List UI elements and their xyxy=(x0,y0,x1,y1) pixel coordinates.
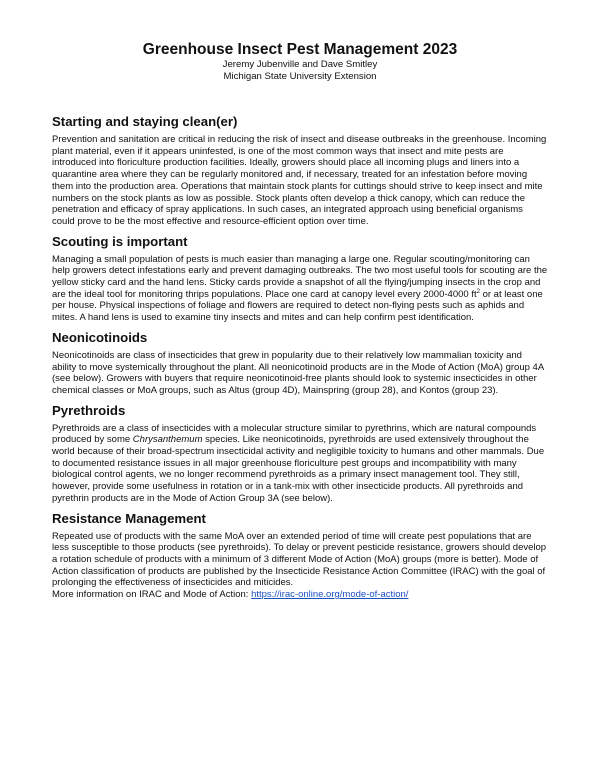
section-body: Prevention and sanitation are critical in reducing the risk of insect and disease outbreaks in the greenhouse. Incoming plant material, even if it appears uninfested, is one of the most common ways that insect and mite pests are introduced into floriculture production facilities. Ideally, growers should place all incoming plugs and liners into a quarantine area where they can be regularly monitored and, if necessary, treated for an infestation before moving them into the production area. Operations that maintain stock plants for cuttings should strive to keep insect and mite numbers on the stock plants as low as possible. Stock plants often develop a thick canopy, which can reduce the penetration and efficacy of spray applications. In such cases, an integrated approach using beneficial organisms could prove to be the most effective and resource-efficient option over time. xyxy=(52,134,547,227)
organization: Michigan State University Extension xyxy=(223,70,377,82)
species-name: Chrysanthemum xyxy=(132,434,203,446)
section-resistance xyxy=(52,511,548,601)
section-body: Repeated use of products with the same MoA over an extended period of time will create pest populations that are less susceptible to those products (see pyrethroids). To delay or prevent pesticide resistance, growers should develop a rotation schedule of products with a minimum of 3 different Mode of Action (MoA) groups (more is better). Mode of Action classification of products are published by the Insecticide Resistance Action Committee (IRAC) with the goal of prolonging the effectiveness of insecticides and miticides. xyxy=(52,530,547,589)
section-starting xyxy=(52,114,548,228)
section-heading: Pyrethroids xyxy=(52,402,126,418)
section-pyrethroids xyxy=(52,403,548,505)
section-heading: Scouting is important xyxy=(52,233,188,249)
document-title: Greenhouse Insect Pest Management 2023 xyxy=(142,41,458,58)
section-neonicotinoids xyxy=(52,330,548,397)
more-info-line xyxy=(52,589,548,601)
section-scouting xyxy=(52,234,548,324)
body-text: Pyrethroids are a class of insecticides with a molecular structure similar to pyrethrins, which are natural compounds produced by some xyxy=(52,422,537,446)
body-text: Managing a small population of pests is much easier than managing a large one. Regular scouting/monitoring can help growers detect infestations early and prevent damaging outbreaks. The two most useful tools for scouting are the yellow sticky card and the hand lens. Sticky cards provide a snapshot of all the flying/jumping insects in the crop and are the ideal tool for monitoring thrips populations. Place one card at canopy level every 2000-4000 ft xyxy=(52,253,548,300)
irac-link[interactable]: https://irac-online.org/mode-of-action/ xyxy=(251,589,409,601)
section-body xyxy=(52,254,548,324)
section-heading: Neonicotinoids xyxy=(52,329,148,345)
section-heading: Resistance Management xyxy=(52,510,206,526)
section-heading: Starting and staying clean(er) xyxy=(52,114,238,129)
authors: Jeremy Jubenville and Dave Smitley xyxy=(222,59,378,70)
section-body: Neonicotinoids are class of insecticides that grew in popularity due to their relatively low mammalian toxicity and ability to move systemically throughout the plant. All neonicotinoid products are in the Mode of Action (MoA) group 4A (see below). Growers with buyers that require neonicotinoid-free plants should look to systemic insecticides in other chemical classes or MoA groups, such as Altus (group 4D), Mainspring (group 28), and Kontos (group 23). xyxy=(52,349,544,396)
more-info-label: More information on IRAC and Mode of Action: xyxy=(52,589,252,601)
body-text: species. Like neonicotinoids, pyrethroids are used extensively throughout the world because of their broad-spectrum insecticidal activity and negligible toxicity to humans and other mammals. Due to documented resistance issues in all major greenhouse floriculture pest groups and incompatibility with many biological control agents, we no longer recommend pyrethroids as a primary insect management tool. They still, however, provide some usefulness in rotation or in a tank-mix with other insecticide products. All pyrethroids and pyrethrin products are in the Mode of Action Group 3A (see below). xyxy=(52,434,545,504)
section-body xyxy=(52,423,548,505)
superscript: 2 xyxy=(476,288,480,295)
header-spacer xyxy=(52,82,548,114)
body-text: or at least one per house. Physical inspections of foliage and flowers are required to detect non-flying pests such as aphids and mites. A hand lens is used to examine tiny insects and mites and can help confirm pest identification. xyxy=(52,288,543,324)
